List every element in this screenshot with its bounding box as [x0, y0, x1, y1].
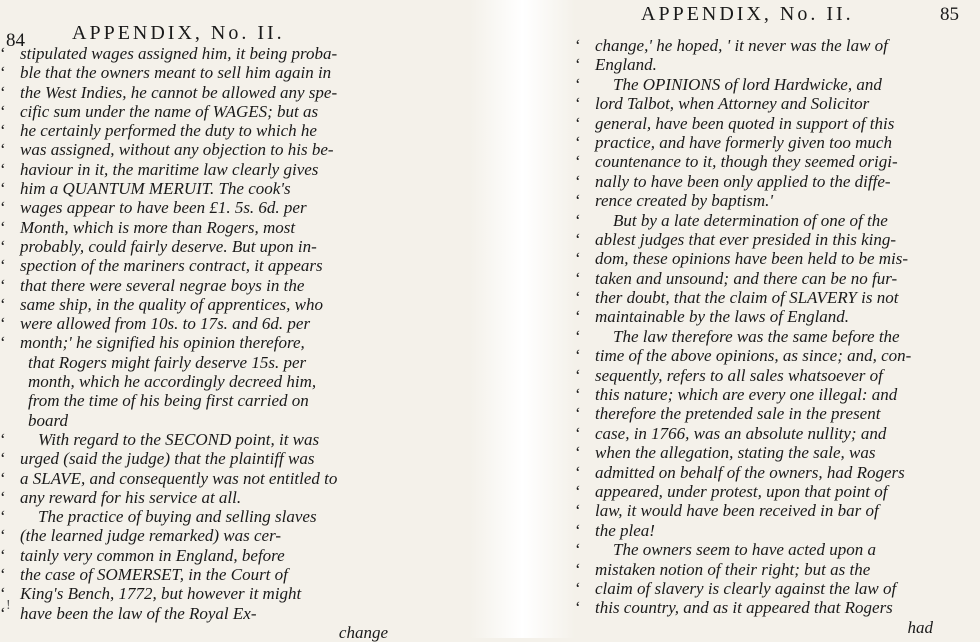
line-text: The owners seem to have acted upon a: [613, 540, 876, 560]
text-line: [575, 327, 975, 346]
text-line: [575, 191, 975, 210]
quote-mark: ‘: [575, 36, 581, 55]
line-text: tainly very common in England, before: [20, 545, 285, 565]
line-text: rence created by baptism.': [595, 191, 773, 211]
quote-mark: ‘: [575, 268, 581, 288]
line-text: countenance to it, though they seemed origi-: [595, 152, 898, 172]
quote-mark: ‘: [575, 210, 581, 230]
text-line: [575, 269, 975, 288]
quote-mark: ‘: [0, 565, 6, 585]
text-line: [575, 598, 975, 617]
line-text: dom, these opinions have been held to be mis-: [595, 249, 909, 269]
text-line: [0, 314, 430, 333]
line-text: the West Indies, he cannot be allowed any spe-: [20, 82, 338, 102]
quote-mark: ‘: [0, 545, 6, 565]
line-text: ablest judges that ever presided in this king-: [595, 229, 897, 249]
quote-mark: ‘: [0, 526, 6, 546]
line-text: month, which he accordingly decreed him,: [28, 372, 317, 392]
quote-mark: ‘: [575, 55, 581, 75]
text-line: [0, 83, 430, 102]
text-line: [0, 333, 430, 352]
line-text: admitted on behalf of the owners, had Rogers: [595, 462, 905, 482]
text-line: [575, 521, 975, 540]
text-line: [575, 211, 975, 230]
line-text: the plea!: [595, 520, 655, 540]
text-line: [0, 295, 430, 314]
line-text: board: [28, 410, 68, 430]
line-text: But by a late determination of one of the: [613, 210, 888, 230]
quote-mark: ‘: [575, 578, 581, 598]
text-line: [0, 391, 430, 410]
text-line: [575, 94, 975, 113]
margin-mark: !: [6, 598, 11, 613]
quote-mark: ‘: [0, 236, 6, 256]
text-line: [575, 404, 975, 423]
line-text: a SLAVE, and consequently was not entitled to: [20, 468, 338, 488]
line-text: claim of slavery is clearly against the law of: [595, 578, 897, 598]
text-line: [0, 63, 430, 82]
quote-mark: ‘: [575, 385, 581, 405]
line-text: cific sum under the name of WAGES; but as: [20, 101, 319, 121]
quote-mark: ‘: [575, 326, 581, 346]
quote-mark: ‘: [575, 113, 581, 133]
text-line: [575, 424, 975, 443]
running-head: APPENDIX, No. II.: [72, 22, 285, 44]
quote-mark: ‘: [0, 468, 6, 488]
line-text: ther doubt, that the claim of SLAVERY is not: [595, 288, 899, 308]
quote-mark: ‘: [575, 501, 581, 521]
text-line: [0, 140, 430, 159]
line-text: wages appear to have been £1. 5s. 6d. per: [20, 198, 307, 218]
left-page: [0, 0, 470, 642]
text-line: [575, 540, 975, 559]
quote-mark: ‘: [0, 314, 6, 334]
line-text: probably, could fairly deserve. But upon in-: [20, 236, 317, 256]
text-line: [0, 102, 430, 121]
line-text: was assigned, without any objection to his be-: [20, 140, 334, 160]
quote-mark: ‘: [0, 140, 6, 160]
line-text: when the allegation, stating the sale, was: [595, 443, 876, 463]
quote-mark: ‘: [0, 101, 6, 121]
line-text: practice, and have formerly given too much: [595, 132, 892, 152]
text-line: [0, 430, 430, 449]
line-text: ble that the owners meant to sell him again in: [20, 63, 332, 83]
line-text: With regard to the SECOND point, it was: [38, 429, 320, 449]
text-line: [0, 449, 430, 468]
text-line: [0, 526, 430, 545]
quote-mark: ‘: [0, 487, 6, 507]
quote-mark: ‘: [0, 275, 6, 295]
line-text: sequently, refers to all sales whatsoever of: [595, 365, 883, 385]
quote-mark: ‘: [0, 44, 6, 63]
quote-mark: ‘: [0, 179, 6, 199]
line-text: maintainable by the laws of England.: [595, 307, 850, 327]
line-text: change: [338, 622, 388, 642]
line-text: stipulated wages assigned him, it being proba-: [20, 44, 338, 63]
text-line: [0, 507, 430, 526]
text-line: [575, 346, 975, 365]
line-text: nally to have been only applied to the diffe-: [595, 171, 891, 191]
quote-mark: ‘: [575, 598, 581, 618]
quote-mark: ‘: [0, 82, 6, 102]
line-text: change,' he hoped, ' it never was the law of: [595, 36, 888, 55]
text-line: [0, 179, 430, 198]
line-text: appeared, under protest, upon that point of: [595, 481, 888, 501]
quote-mark: ‘: [0, 294, 6, 314]
page-number: 85: [940, 4, 959, 25]
text-line: [0, 411, 430, 430]
text-line: [575, 75, 975, 94]
quote-mark: ‘: [0, 159, 6, 179]
text-line: [575, 618, 975, 637]
text-line: [0, 256, 430, 275]
line-text: that Rogers might fairly deserve 15s. per: [28, 352, 307, 372]
text-line: [575, 366, 975, 385]
text-line: [0, 546, 430, 565]
line-text: The practice of buying and selling slaves: [38, 507, 317, 527]
text-line: [0, 276, 430, 295]
text-line: [0, 121, 430, 140]
text-line: [0, 488, 430, 507]
quote-mark: ‘: [575, 307, 581, 327]
quote-mark: ‘: [575, 288, 581, 308]
text-line: [0, 565, 430, 584]
text-line: [0, 198, 430, 217]
quote-mark: ‘: [0, 63, 6, 83]
text-line: [0, 623, 430, 642]
text-line: [575, 230, 975, 249]
text-line: [0, 44, 430, 63]
quote-mark: ‘: [575, 481, 581, 501]
text-line: [0, 353, 430, 372]
quote-mark: ‘: [575, 443, 581, 463]
text-line: [575, 463, 975, 482]
line-text: general, have been quoted in support of this: [595, 113, 895, 133]
text-line: [575, 55, 975, 74]
quote-mark: ‘: [575, 132, 581, 152]
text-line: [575, 307, 975, 326]
line-text: England.: [595, 55, 657, 75]
line-text: (the learned judge remarked) was cer-: [20, 526, 282, 546]
text-line: [0, 469, 430, 488]
line-text: that there were several negrae boys in the: [20, 275, 305, 295]
quote-mark: ‘: [575, 559, 581, 579]
quote-mark: ‘: [575, 74, 581, 94]
text-line: [575, 443, 975, 462]
line-text: taken and unsound; and there can be no fur-: [595, 268, 898, 288]
quote-mark: ‘: [0, 198, 6, 218]
line-text: lord Talbot, when Attorney and Solicitor: [595, 94, 870, 114]
line-text: this nature; which are every one illegal: and: [595, 385, 898, 405]
text-line: [0, 218, 430, 237]
quote-mark: ‘: [575, 462, 581, 482]
running-head: APPENDIX, No. II.: [641, 3, 854, 25]
line-text: he certainly performed the duty to which he: [20, 121, 317, 141]
quote-mark: ‘: [575, 423, 581, 443]
text-line: [575, 560, 975, 579]
text-line: [575, 579, 975, 598]
quote-mark: ‘: [575, 540, 581, 560]
quote-mark: ‘: [575, 171, 581, 191]
line-text: time of the above opinions, as since; and, con-: [595, 346, 912, 366]
quote-mark: ‘: [575, 520, 581, 540]
line-text: The law therefore was the same before the: [613, 326, 900, 346]
line-text: from the time of his being first carried on: [28, 391, 309, 411]
book-gutter: [470, 0, 575, 638]
text-line: [0, 372, 430, 391]
line-text: month;' he signified his opinion therefore,: [20, 333, 305, 353]
line-text: any reward for his service at all.: [20, 487, 242, 507]
line-text: King's Bench, 1772, but however it might: [20, 584, 302, 604]
quote-mark: ‘: [575, 365, 581, 385]
line-text: Month, which is more than Rogers, most: [20, 217, 296, 237]
quote-mark: ‘: [0, 507, 6, 527]
left-text-block: [0, 44, 430, 642]
line-text: had: [907, 617, 933, 637]
quote-mark: ‘: [0, 429, 6, 449]
text-line: [575, 385, 975, 404]
text-line: [575, 482, 975, 501]
text-line: [0, 604, 430, 623]
quote-mark: ‘: [575, 404, 581, 424]
text-line: [575, 114, 975, 133]
line-text: have been the law of the Royal Ex-: [20, 603, 257, 623]
text-line: [0, 160, 430, 179]
quote-mark: ‘: [575, 249, 581, 269]
quote-mark: ‘: [575, 152, 581, 172]
quote-mark: ‘: [0, 603, 6, 623]
text-line: [575, 288, 975, 307]
line-text: him a QUANTUM MERUIT. The cook's: [20, 179, 291, 199]
text-line: [575, 249, 975, 268]
line-text: the case of SOMERSET, in the Court of: [20, 565, 288, 585]
text-line: [0, 584, 430, 603]
text-line: [575, 133, 975, 152]
text-line: [0, 237, 430, 256]
line-text: haviour in it, the maritime law clearly gives: [20, 159, 319, 179]
quote-mark: ‘: [575, 94, 581, 114]
line-text: therefore the pretended sale in the present: [595, 404, 881, 424]
line-text: this country, and as it appeared that Rogers: [595, 598, 893, 618]
text-line: [575, 152, 975, 171]
line-text: mistaken notion of their right; but as the: [595, 559, 871, 579]
quote-mark: ‘: [575, 346, 581, 366]
text-line: [575, 172, 975, 191]
quote-mark: ‘: [575, 191, 581, 211]
line-text: law, it would have been received in bar of: [595, 501, 879, 521]
quote-mark: ‘: [0, 217, 6, 237]
line-text: case, in 1766, was an absolute nullity; and: [595, 423, 887, 443]
line-text: urged (said the judge) that the plaintiff was: [20, 449, 315, 469]
quote-mark: ‘: [0, 333, 6, 353]
text-line: [575, 501, 975, 520]
quote-mark: ‘: [0, 584, 6, 604]
line-text: spection of the mariners contract, it appears: [20, 256, 323, 276]
page-number: 84: [6, 30, 25, 51]
quote-mark: ‘: [0, 449, 6, 469]
line-text: The OPINIONS of lord Hardwicke, and: [613, 74, 882, 94]
right-page: [575, 0, 980, 638]
line-text: were allowed from 10s. to 17s. and 6d. per: [20, 314, 311, 334]
text-line: [575, 36, 975, 55]
line-text: same ship, in the quality of apprentices, who: [20, 294, 323, 314]
quote-mark: ‘: [0, 121, 6, 141]
quote-mark: ‘: [575, 229, 581, 249]
quote-mark: ‘: [0, 256, 6, 276]
right-text-block: [575, 36, 975, 637]
